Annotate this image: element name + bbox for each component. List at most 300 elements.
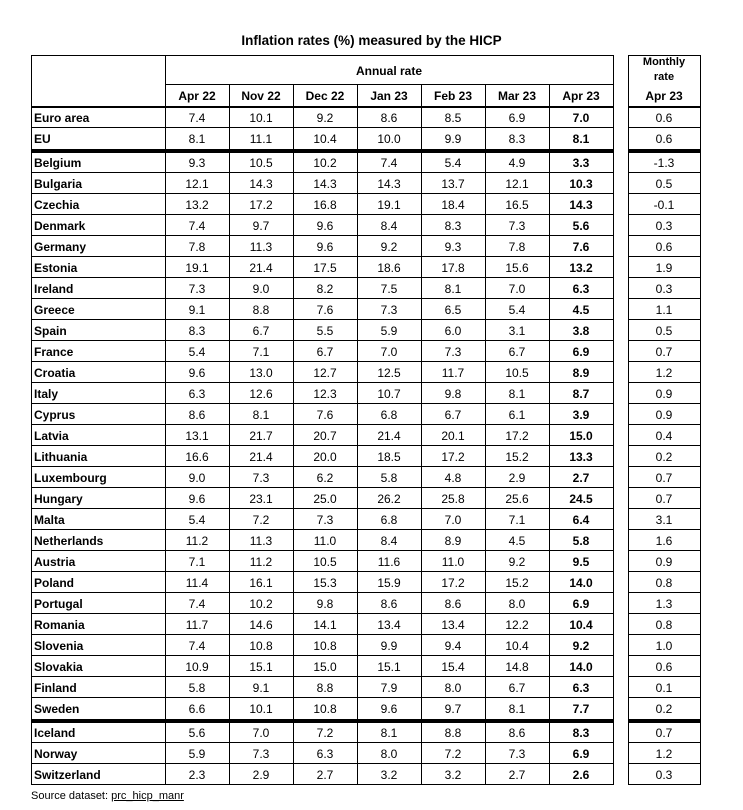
data-cell: 17.8 xyxy=(441,261,465,275)
data-cell: 6.8 xyxy=(380,513,398,527)
data-cell: 9.0 xyxy=(252,282,270,296)
data-cell: 8.2 xyxy=(316,282,334,296)
row-separator xyxy=(31,784,614,785)
data-cell: 25.8 xyxy=(441,492,465,506)
column-divider xyxy=(357,84,358,785)
data-cell: 14.3 xyxy=(313,177,337,191)
row-separator xyxy=(628,487,701,488)
row-separator xyxy=(628,382,701,383)
row-separator xyxy=(628,742,701,743)
table-title: Inflation rates (%) measured by the HICP xyxy=(241,33,502,48)
monthly-cell: 1.9 xyxy=(655,261,673,275)
row-label: Switzerland xyxy=(34,768,101,782)
data-cell: 7.2 xyxy=(444,747,462,761)
data-cell: 20.7 xyxy=(313,429,337,443)
data-cell: 12.5 xyxy=(377,366,401,380)
data-cell: 7.3 xyxy=(380,303,398,317)
data-cell: 18.5 xyxy=(377,450,401,464)
row-separator xyxy=(628,676,701,677)
row-separator xyxy=(628,127,701,128)
data-cell: 15.1 xyxy=(249,660,273,674)
data-cell: 10.5 xyxy=(249,156,273,170)
row-label: Italy xyxy=(34,387,59,401)
monthly-period-header: Apr 23 xyxy=(645,89,683,103)
row-label: Croatia xyxy=(34,366,76,380)
data-cell: 21.4 xyxy=(249,261,273,275)
row-label: Estonia xyxy=(34,261,78,275)
monthly-cell: 0.2 xyxy=(655,702,673,716)
monthly-cell: 0.5 xyxy=(655,177,673,191)
row-label: France xyxy=(34,345,74,359)
data-cell: 15.3 xyxy=(313,576,337,590)
data-cell: 7.8 xyxy=(508,240,526,254)
data-cell: 9.2 xyxy=(316,111,334,125)
data-cell: 2.7 xyxy=(508,768,526,782)
annual-rate-header: Annual rate xyxy=(355,64,422,78)
data-cell: 14.0 xyxy=(569,660,593,674)
data-cell: 8.0 xyxy=(508,597,526,611)
row-label: Germany xyxy=(34,240,87,254)
column-divider xyxy=(293,84,294,785)
data-cell: 7.4 xyxy=(188,597,206,611)
row-separator xyxy=(628,466,701,467)
row-separator xyxy=(31,550,614,551)
row-separator xyxy=(31,235,614,236)
monthly-border xyxy=(628,55,701,56)
data-cell: 7.3 xyxy=(252,747,270,761)
row-separator xyxy=(31,277,614,278)
data-cell: 7.7 xyxy=(572,702,590,716)
data-cell: 10.9 xyxy=(185,660,209,674)
data-cell: 15.6 xyxy=(505,261,529,275)
data-cell: 7.0 xyxy=(380,345,398,359)
source-dataset-link[interactable]: prc_hicp_manr xyxy=(111,790,184,802)
data-cell: 11.0 xyxy=(441,555,465,569)
row-separator xyxy=(628,508,701,509)
data-cell: 2.7 xyxy=(316,768,334,782)
row-separator xyxy=(628,193,701,194)
data-cell: 9.6 xyxy=(380,702,398,716)
data-cell: 9.6 xyxy=(188,492,206,506)
data-cell: 21.4 xyxy=(249,450,273,464)
row-separator xyxy=(628,361,701,362)
data-cell: 8.1 xyxy=(508,387,526,401)
data-cell: 9.1 xyxy=(252,681,270,695)
row-separator xyxy=(31,149,614,153)
monthly-cell: 0.8 xyxy=(655,618,673,632)
data-cell: 9.9 xyxy=(380,639,398,653)
table-border xyxy=(31,55,614,56)
row-separator xyxy=(628,784,701,785)
row-label: EU xyxy=(34,132,51,146)
row-separator xyxy=(628,298,701,299)
monthly-cell: 0.6 xyxy=(655,132,673,146)
data-cell: 10.2 xyxy=(249,597,273,611)
row-label: Hungary xyxy=(34,492,83,506)
row-label: Latvia xyxy=(34,429,69,443)
monthly-cell: 1.6 xyxy=(655,534,673,548)
row-label: Iceland xyxy=(34,726,76,740)
data-cell: 9.7 xyxy=(444,702,462,716)
row-separator xyxy=(628,277,701,278)
data-cell: 11.3 xyxy=(249,534,273,548)
data-cell: 11.2 xyxy=(185,534,209,548)
data-cell: 6.7 xyxy=(444,408,462,422)
data-cell: 7.3 xyxy=(188,282,206,296)
row-separator xyxy=(628,529,701,530)
data-cell: 10.8 xyxy=(313,639,337,653)
monthly-cell: 0.2 xyxy=(655,450,673,464)
row-label: Ireland xyxy=(34,282,74,296)
data-cell: 5.4 xyxy=(188,513,206,527)
row-separator xyxy=(31,424,614,425)
data-cell: 6.3 xyxy=(316,747,334,761)
data-cell: 4.5 xyxy=(508,534,526,548)
data-cell: 5.8 xyxy=(380,471,398,485)
data-cell: 5.4 xyxy=(444,156,462,170)
data-cell: 14.1 xyxy=(313,618,337,632)
data-cell: 10.8 xyxy=(249,639,273,653)
data-cell: 7.2 xyxy=(316,726,334,740)
period-header: Feb 23 xyxy=(433,89,472,103)
data-cell: 8.4 xyxy=(380,534,398,548)
data-cell: 6.3 xyxy=(572,282,590,296)
data-cell: 8.1 xyxy=(508,702,526,716)
data-cell: 16.1 xyxy=(249,576,273,590)
data-cell: 14.6 xyxy=(249,618,273,632)
data-cell: 6.4 xyxy=(572,513,590,527)
data-cell: 15.4 xyxy=(441,660,465,674)
row-separator xyxy=(628,763,701,764)
data-cell: 10.5 xyxy=(313,555,337,569)
data-cell: 17.2 xyxy=(441,576,465,590)
data-cell: 10.4 xyxy=(313,132,337,146)
period-header: Nov 22 xyxy=(241,89,281,103)
data-cell: 8.8 xyxy=(252,303,270,317)
row-label: Spain xyxy=(34,324,67,338)
data-cell: 5.8 xyxy=(572,534,590,548)
row-separator xyxy=(31,214,614,215)
data-cell: 12.7 xyxy=(313,366,337,380)
row-separator xyxy=(628,256,701,257)
row-separator xyxy=(31,127,614,128)
data-cell: 3.3 xyxy=(572,156,590,170)
data-cell: 16.8 xyxy=(313,198,337,212)
data-cell: 13.0 xyxy=(249,366,273,380)
data-cell: 10.4 xyxy=(569,618,593,632)
data-cell: 11.1 xyxy=(249,132,273,146)
data-cell: 11.6 xyxy=(377,555,401,569)
data-cell: 11.7 xyxy=(441,366,465,380)
data-cell: 6.9 xyxy=(508,111,526,125)
row-separator xyxy=(31,193,614,194)
row-separator xyxy=(31,445,614,446)
data-cell: 4.8 xyxy=(444,471,462,485)
data-cell: 7.6 xyxy=(572,240,590,254)
data-cell: 9.8 xyxy=(316,597,334,611)
data-cell: 10.1 xyxy=(249,702,273,716)
column-divider xyxy=(229,84,230,785)
data-cell: 10.3 xyxy=(569,177,593,191)
monthly-cell: -0.1 xyxy=(653,198,675,212)
data-cell: 7.3 xyxy=(444,345,462,359)
data-cell: 7.3 xyxy=(252,471,270,485)
data-cell: 3.2 xyxy=(380,768,398,782)
data-cell: 14.3 xyxy=(249,177,273,191)
data-cell: 6.9 xyxy=(572,345,590,359)
data-cell: 9.8 xyxy=(444,387,462,401)
column-divider xyxy=(485,84,486,785)
monthly-cell: 0.9 xyxy=(655,408,673,422)
row-label: Euro area xyxy=(34,111,90,125)
row-label: Denmark xyxy=(34,219,86,233)
row-label: Bulgaria xyxy=(34,177,83,191)
period-header: Dec 22 xyxy=(305,89,345,103)
row-separator xyxy=(31,719,614,723)
data-cell: 5.8 xyxy=(188,681,206,695)
data-cell: 16.5 xyxy=(505,198,529,212)
data-cell: 7.6 xyxy=(316,303,334,317)
data-cell: 12.6 xyxy=(249,387,273,401)
data-cell: 2.3 xyxy=(188,768,206,782)
data-cell: 7.3 xyxy=(508,219,526,233)
data-cell: 13.2 xyxy=(569,261,593,275)
data-cell: 14.3 xyxy=(377,177,401,191)
data-cell: 12.1 xyxy=(505,177,529,191)
data-cell: 9.3 xyxy=(188,156,206,170)
header-bottom xyxy=(31,106,614,108)
data-cell: 13.7 xyxy=(441,177,465,191)
row-separator xyxy=(31,676,614,677)
data-cell: 10.1 xyxy=(249,111,273,125)
row-separator xyxy=(31,298,614,299)
data-cell: 11.7 xyxy=(185,618,209,632)
data-cell: 5.5 xyxy=(316,324,334,338)
data-cell: 15.0 xyxy=(313,660,337,674)
row-label: Slovenia xyxy=(34,639,84,653)
data-cell: 6.3 xyxy=(188,387,206,401)
data-cell: 6.7 xyxy=(252,324,270,338)
data-cell: 2.9 xyxy=(252,768,270,782)
row-separator xyxy=(628,340,701,341)
row-separator xyxy=(628,697,701,698)
monthly-cell: 0.7 xyxy=(655,345,673,359)
row-separator xyxy=(31,340,614,341)
row-separator xyxy=(31,256,614,257)
data-cell: 3.2 xyxy=(444,768,462,782)
data-cell: 7.1 xyxy=(252,345,270,359)
row-label: Netherlands xyxy=(34,534,104,548)
data-cell: 13.4 xyxy=(441,618,465,632)
data-cell: 19.1 xyxy=(185,261,209,275)
data-cell: 4.5 xyxy=(572,303,590,317)
data-cell: 9.1 xyxy=(188,303,206,317)
row-separator xyxy=(31,361,614,362)
data-cell: 8.6 xyxy=(380,111,398,125)
monthly-cell: 1.1 xyxy=(655,303,673,317)
row-separator xyxy=(31,403,614,404)
row-separator xyxy=(31,571,614,572)
data-cell: 26.2 xyxy=(377,492,401,506)
monthly-cell: 0.6 xyxy=(655,660,673,674)
period-header: Mar 23 xyxy=(497,89,537,103)
data-cell: 5.9 xyxy=(188,747,206,761)
data-cell: 18.6 xyxy=(377,261,401,275)
monthly-cell: 0.6 xyxy=(655,111,673,125)
data-cell: 9.7 xyxy=(252,219,270,233)
row-separator xyxy=(628,214,701,215)
data-cell: 6.0 xyxy=(444,324,462,338)
data-cell: 7.4 xyxy=(188,219,206,233)
data-cell: 7.4 xyxy=(380,156,398,170)
row-label: Austria xyxy=(34,555,76,569)
data-cell: 17.2 xyxy=(505,429,529,443)
data-cell: 7.2 xyxy=(252,513,270,527)
data-cell: 8.9 xyxy=(572,366,590,380)
data-cell: 12.2 xyxy=(505,618,529,632)
monthly-header-bottom xyxy=(628,106,701,108)
data-cell: 8.3 xyxy=(188,324,206,338)
data-cell: 9.2 xyxy=(572,639,590,653)
row-separator xyxy=(628,592,701,593)
row-separator xyxy=(628,172,701,173)
data-cell: 3.1 xyxy=(508,324,526,338)
monthly-cell: 0.7 xyxy=(655,492,673,506)
period-header: Apr 23 xyxy=(562,89,600,103)
data-cell: 5.4 xyxy=(188,345,206,359)
column-divider xyxy=(549,84,550,785)
data-cell: 8.1 xyxy=(572,132,590,146)
data-cell: 8.1 xyxy=(444,282,462,296)
data-cell: 8.9 xyxy=(444,534,462,548)
row-separator xyxy=(628,149,701,153)
row-separator xyxy=(31,613,614,614)
row-separator xyxy=(628,613,701,614)
data-cell: 8.3 xyxy=(444,219,462,233)
monthly-cell: 3.1 xyxy=(655,513,673,527)
row-separator xyxy=(628,634,701,635)
data-cell: 7.0 xyxy=(572,111,590,125)
monthly-cell: 0.5 xyxy=(655,324,673,338)
data-cell: 8.6 xyxy=(508,726,526,740)
data-cell: 7.9 xyxy=(380,681,398,695)
row-label: Greece xyxy=(34,303,75,317)
data-cell: 9.6 xyxy=(316,219,334,233)
data-cell: 9.2 xyxy=(380,240,398,254)
row-separator xyxy=(628,719,701,723)
data-cell: 3.8 xyxy=(572,324,590,338)
monthly-rate-header-line1: Monthly xyxy=(642,56,686,68)
monthly-cell: 1.0 xyxy=(655,639,673,653)
data-cell: 8.1 xyxy=(380,726,398,740)
monthly-cell: 1.2 xyxy=(655,747,673,761)
data-cell: 14.3 xyxy=(569,198,593,212)
data-cell: 7.8 xyxy=(188,240,206,254)
data-cell: 8.8 xyxy=(444,726,462,740)
data-cell: 13.2 xyxy=(185,198,209,212)
data-cell: 18.4 xyxy=(441,198,465,212)
data-cell: 4.9 xyxy=(508,156,526,170)
data-cell: 15.2 xyxy=(505,576,529,590)
data-cell: 8.6 xyxy=(188,408,206,422)
data-cell: 17.2 xyxy=(441,450,465,464)
row-separator xyxy=(628,424,701,425)
monthly-cell: 1.3 xyxy=(655,597,673,611)
data-cell: 8.1 xyxy=(252,408,270,422)
data-cell: 10.7 xyxy=(377,387,401,401)
row-label: Romania xyxy=(34,618,85,632)
data-cell: 6.7 xyxy=(508,681,526,695)
data-cell: 6.8 xyxy=(380,408,398,422)
data-cell: 15.9 xyxy=(377,576,401,590)
data-cell: 6.6 xyxy=(188,702,206,716)
data-cell: 6.7 xyxy=(316,345,334,359)
data-cell: 8.1 xyxy=(188,132,206,146)
row-separator xyxy=(31,697,614,698)
data-cell: 9.4 xyxy=(444,639,462,653)
data-cell: 7.1 xyxy=(508,513,526,527)
data-cell: 8.5 xyxy=(444,111,462,125)
data-cell: 21.4 xyxy=(377,429,401,443)
data-cell: 6.9 xyxy=(572,597,590,611)
data-cell: 21.7 xyxy=(249,429,273,443)
source-footer xyxy=(31,790,184,802)
data-cell: 8.3 xyxy=(508,132,526,146)
data-cell: 20.0 xyxy=(313,450,337,464)
data-cell: 5.6 xyxy=(188,726,206,740)
monthly-cell: 0.8 xyxy=(655,576,673,590)
data-cell: 10.5 xyxy=(505,366,529,380)
monthly-cell: 0.7 xyxy=(655,726,673,740)
data-cell: 2.6 xyxy=(572,768,590,782)
data-cell: 25.6 xyxy=(505,492,529,506)
data-cell: 11.2 xyxy=(249,555,273,569)
row-separator xyxy=(31,319,614,320)
data-cell: 10.4 xyxy=(505,639,529,653)
row-separator xyxy=(628,445,701,446)
monthly-cell: 0.3 xyxy=(655,282,673,296)
data-cell: 23.1 xyxy=(249,492,273,506)
row-label: Cyprus xyxy=(34,408,76,422)
monthly-cell: 0.6 xyxy=(655,240,673,254)
row-label: Portugal xyxy=(34,597,83,611)
data-cell: 8.7 xyxy=(572,387,590,401)
data-cell: 24.5 xyxy=(569,492,593,506)
data-cell: 17.2 xyxy=(249,198,273,212)
data-cell: 9.2 xyxy=(508,555,526,569)
data-cell: 13.4 xyxy=(377,618,401,632)
monthly-cell: 0.9 xyxy=(655,555,673,569)
data-cell: 6.9 xyxy=(572,747,590,761)
data-cell: 9.5 xyxy=(572,555,590,569)
data-cell: 6.1 xyxy=(508,408,526,422)
data-cell: 13.1 xyxy=(185,429,209,443)
data-cell: 7.0 xyxy=(508,282,526,296)
data-cell: 5.6 xyxy=(572,219,590,233)
row-separator xyxy=(31,382,614,383)
period-header: Jan 23 xyxy=(370,89,408,103)
data-cell: 6.7 xyxy=(508,345,526,359)
data-cell: 6.2 xyxy=(316,471,334,485)
source-label: Source dataset: xyxy=(31,790,109,802)
data-cell: 7.6 xyxy=(316,408,334,422)
row-separator xyxy=(628,319,701,320)
data-cell: 15.1 xyxy=(377,660,401,674)
data-cell: 8.6 xyxy=(380,597,398,611)
data-cell: 14.8 xyxy=(505,660,529,674)
data-cell: 6.3 xyxy=(572,681,590,695)
row-separator xyxy=(628,655,701,656)
